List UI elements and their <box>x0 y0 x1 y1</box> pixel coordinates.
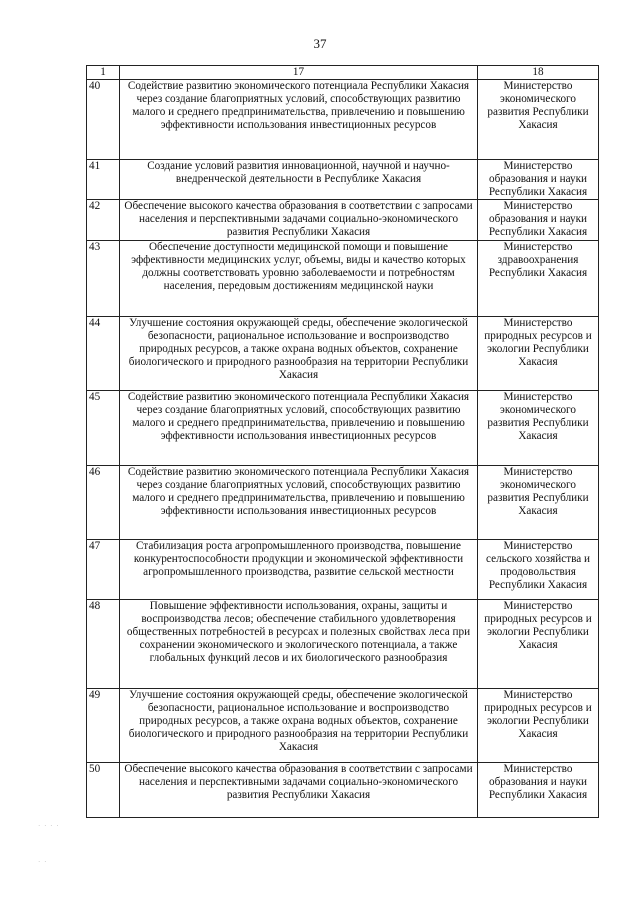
row-ministry: Министерство образования и науки Республики Хакасия <box>478 160 599 200</box>
row-goal-text: Повышение эффективности использования, охраны, защиты и воспроизводства лесов; обеспечение стабильного удовлетворения общественных потребностей в ресурсах и полезных свойствах леса при сохранении экономического и экологического потенциала, а также глобальных функций лесов и их биологического разнообразия <box>120 600 478 689</box>
row-ministry: Министерство здравоохранения Республики Хакасия <box>478 241 599 317</box>
row-ministry: Министерство природных ресурсов и экологии Республики Хакасия <box>478 317 599 391</box>
row-ministry: Министерство природных ресурсов и экологии Республики Хакасия <box>478 689 599 763</box>
row-number: 49 <box>87 689 120 763</box>
row-number: 45 <box>87 391 120 466</box>
table-row <box>87 200 599 241</box>
row-goal-text: Обеспечение высокого качества образования в соответствии с запросами населения и перспективными задачами социально-экономического развития Республики Хакасия <box>120 200 478 241</box>
row-ministry: Министерство образования и науки Республики Хакасия <box>478 763 599 818</box>
table-row <box>87 540 599 600</box>
row-number: 44 <box>87 317 120 391</box>
row-ministry: Министерство сельского хозяйства и продовольствия Республики Хакасия <box>478 540 599 600</box>
row-goal-text: Содействие развитию экономического потенциала Республики Хакасия через создание благоприятных условий, способствующих развитию малого и среднего предпринимательства, привлечению и повышению эффективности использования инвестиционных ресурсов <box>120 80 478 160</box>
programs-table <box>86 65 599 818</box>
row-ministry: Министерство экономического развития Республики Хакасия <box>478 466 599 540</box>
row-goal-text: Улучшение состояния окружающей среды, обеспечение экологической безопасности, рациональное использование и воспроизводство природных ресурсов, а также охрана водных объектов, сохранение биологического и природного разнообразия на территории Республики Хакасия <box>120 689 478 763</box>
row-number: 46 <box>87 466 120 540</box>
table-row <box>87 600 599 689</box>
row-goal-text: Содействие развитию экономического потенциала Республики Хакасия через создание благоприятных условий, способствующих развитию малого и среднего предпринимательства, привлечению и повышению эффективности использования инвестиционных ресурсов <box>120 466 478 540</box>
row-number: 41 <box>87 160 120 200</box>
row-number: 50 <box>87 763 120 818</box>
row-number: 47 <box>87 540 120 600</box>
table-row <box>87 689 599 763</box>
row-goal-text: Обеспечение высокого качества образования в соответствии с запросами населения и перспективными задачами социально-экономического развития Республики Хакасия <box>120 763 478 818</box>
row-ministry: Министерство природных ресурсов и экологии Республики Хакасия <box>478 600 599 689</box>
scan-margin-mark: · · · · <box>38 822 60 830</box>
row-number: 43 <box>87 241 120 317</box>
table-row <box>87 160 599 200</box>
table-row <box>87 80 599 160</box>
page-number: 37 <box>313 36 327 51</box>
row-goal-text: Создание условий развития инновационной, научной и научно-внедренческой деятельности в Республике Хакасия <box>120 160 478 200</box>
row-ministry: Министерство экономического развития Республики Хакасия <box>478 391 599 466</box>
table-header-row <box>87 66 599 80</box>
row-ministry: Министерство экономического развития Республики Хакасия <box>478 80 599 160</box>
row-goal-text: Стабилизация роста агропромышленного производства, повышение конкурентоспособности продукции и экономической эффективности агропромышленного производства, развитие сельской местности <box>120 540 478 600</box>
header-col-18: 18 <box>478 66 599 80</box>
scan-margin-mark: · · <box>38 858 48 866</box>
header-col-17: 17 <box>120 66 478 80</box>
table-row <box>87 763 599 818</box>
row-goal-text: Обеспечение доступности медицинской помощи и повышение эффективности медицинских услуг, объемы, виды и качество которых должны соответствовать уровню заболеваемости и потребностям населения, передовым достижениям медицинской науки <box>120 241 478 317</box>
row-number: 48 <box>87 600 120 689</box>
table-row <box>87 466 599 540</box>
row-number: 40 <box>87 80 120 160</box>
row-ministry: Министерство образования и науки Республики Хакасия <box>478 200 599 241</box>
table-row <box>87 241 599 317</box>
row-goal-text: Улучшение состояния окружающей среды, обеспечение экологической безопасности, рациональное использование и воспроизводство природных ресурсов, а также охрана водных объектов, сохранение биологического и природного разнообразия на территории Республики Хакасия <box>120 317 478 391</box>
table-row <box>87 317 599 391</box>
row-goal-text: Содействие развитию экономического потенциала Республики Хакасия через создание благоприятных условий, способствующих развитию малого и среднего предпринимательства, привлечению и повышению эффективности использования инвестиционных ресурсов <box>120 391 478 466</box>
table-row <box>87 391 599 466</box>
row-number: 42 <box>87 200 120 241</box>
header-col-1: 1 <box>87 66 120 80</box>
